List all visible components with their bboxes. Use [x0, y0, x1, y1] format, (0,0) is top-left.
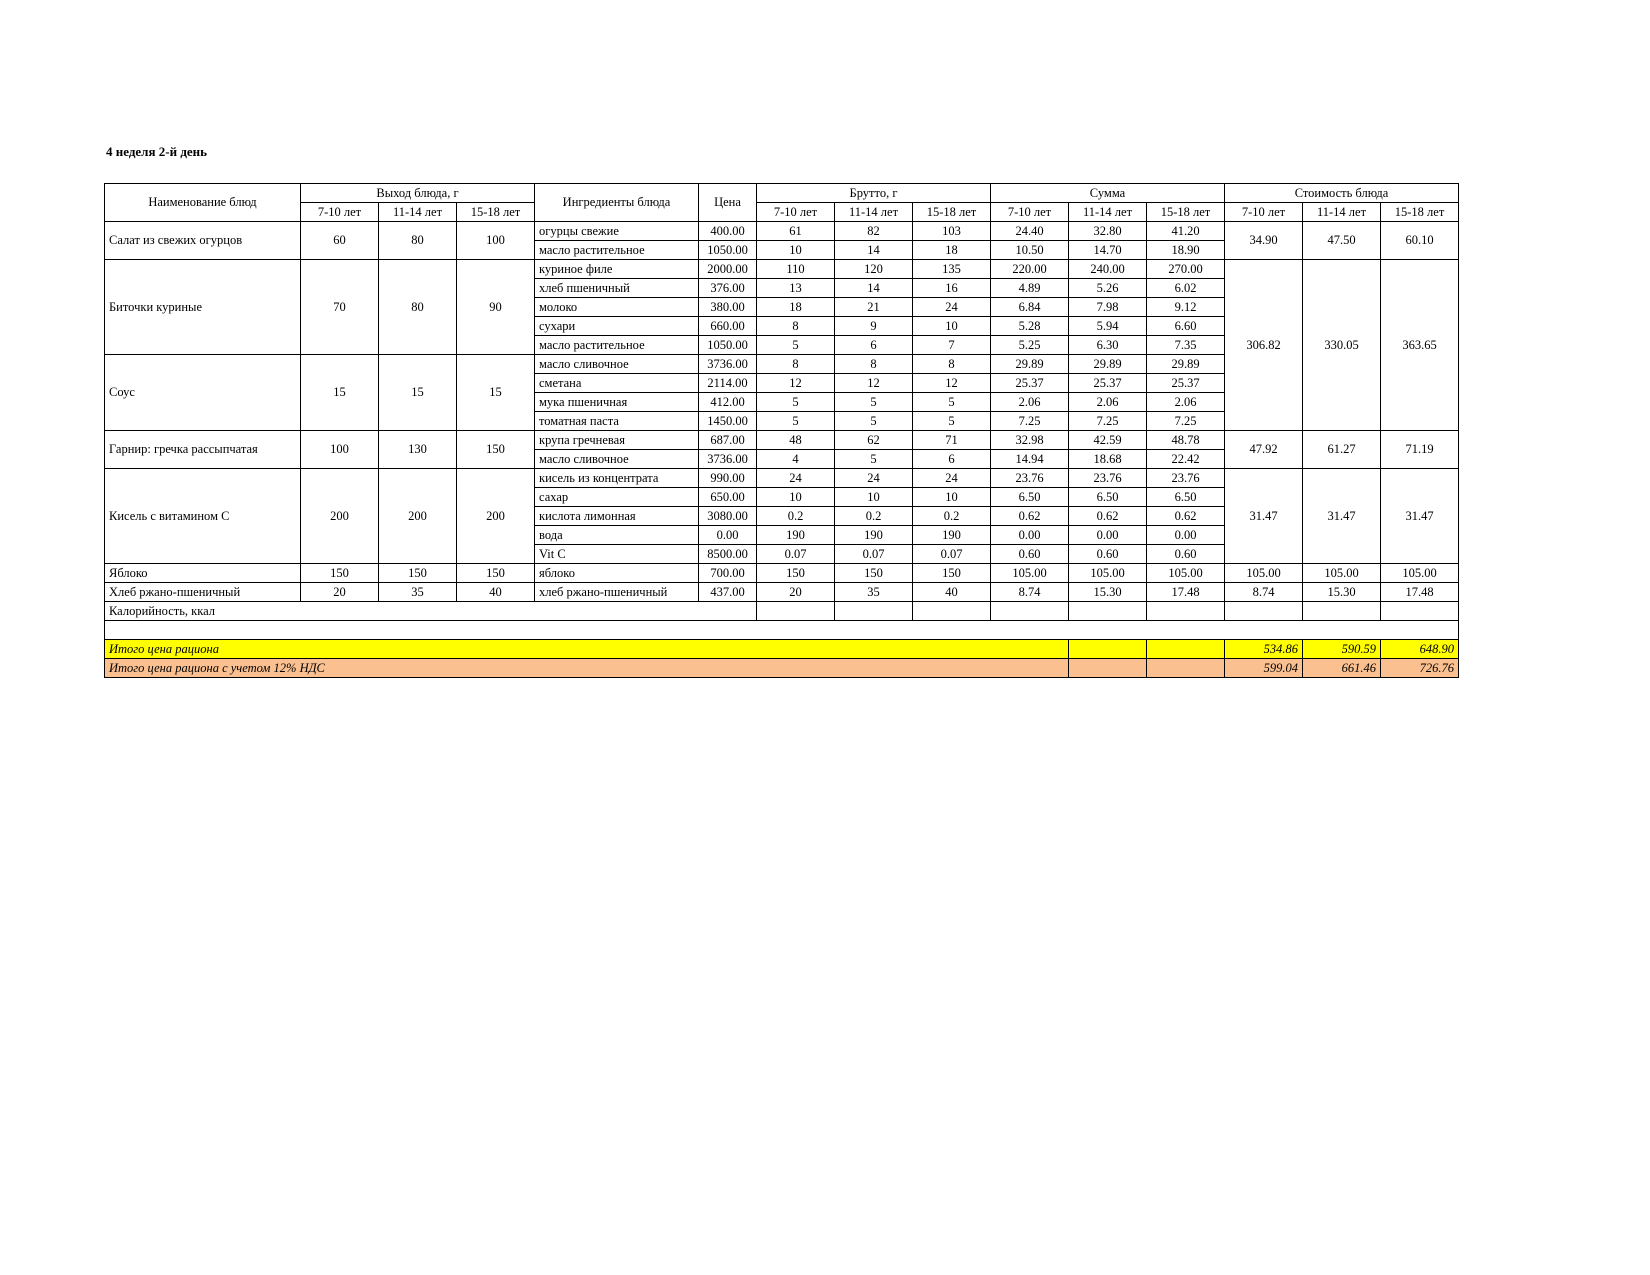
dish-name: Гарнир: гречка рассыпчатая [105, 431, 301, 469]
dish-cost-1: 61.27 [1303, 431, 1381, 469]
table-row-spacer [105, 621, 1459, 640]
dish-cost-1: 15.30 [1303, 583, 1381, 602]
ingredient-sum-1: 14.70 [1069, 241, 1147, 260]
ingredient-brutto-1: 5 [835, 412, 913, 431]
dish-cost-0: 105.00 [1225, 564, 1303, 583]
ingredient-sum-2: 105.00 [1147, 564, 1225, 583]
ingredient-brutto-1: 9 [835, 317, 913, 336]
ingredient-brutto-2: 10 [913, 317, 991, 336]
ingredient-sum-2: 6.50 [1147, 488, 1225, 507]
calories-sum-2 [1147, 602, 1225, 621]
menu-table [104, 183, 1459, 678]
table-row [105, 431, 1459, 450]
ingredient-name: куриное филе [535, 260, 699, 279]
ingredient-brutto-2: 150 [913, 564, 991, 583]
dish-name: Биточки куриные [105, 260, 301, 355]
ingredient-price: 380.00 [699, 298, 757, 317]
dish-cost-0: 306.82 [1225, 260, 1303, 431]
ingredient-brutto-2: 103 [913, 222, 991, 241]
table-head [105, 184, 1459, 222]
ingredient-brutto-0: 10 [757, 488, 835, 507]
ingredient-brutto-2: 16 [913, 279, 991, 298]
ingredient-sum-1: 2.06 [1069, 393, 1147, 412]
ingredient-sum-0: 2.06 [991, 393, 1069, 412]
ingredient-brutto-1: 5 [835, 393, 913, 412]
ingredient-sum-1: 7.25 [1069, 412, 1147, 431]
total-ration-0: 534.86 [1225, 640, 1303, 659]
dish-out-1: 200 [379, 469, 457, 564]
ingredient-brutto-1: 82 [835, 222, 913, 241]
ingredient-price: 400.00 [699, 222, 757, 241]
dish-cost-1: 47.50 [1303, 222, 1381, 260]
dish-out-0: 15 [301, 355, 379, 431]
page-title: 4 неделя 2-й день [106, 144, 208, 159]
ingredient-name: молоко [535, 298, 699, 317]
ingredient-brutto-1: 12 [835, 374, 913, 393]
ingredient-brutto-0: 5 [757, 412, 835, 431]
ingredient-brutto-0: 190 [757, 526, 835, 545]
dish-out-2: 200 [457, 469, 535, 564]
ingredient-brutto-0: 12 [757, 374, 835, 393]
ingredient-brutto-2: 8 [913, 355, 991, 374]
dish-out-2: 150 [457, 431, 535, 469]
ingredient-sum-2: 29.89 [1147, 355, 1225, 374]
ingredient-name: масло растительное [535, 336, 699, 355]
header-age-brutto-2: 15-18 лет [913, 203, 991, 222]
dish-out-2: 90 [457, 260, 535, 355]
ingredient-price: 3736.00 [699, 355, 757, 374]
dish-cost-0: 47.92 [1225, 431, 1303, 469]
ingredient-sum-0: 0.00 [991, 526, 1069, 545]
table-body [105, 222, 1459, 678]
ingredient-price: 0.00 [699, 526, 757, 545]
ingredient-sum-2: 22.42 [1147, 450, 1225, 469]
dish-out-1: 15 [379, 355, 457, 431]
ingredient-brutto-2: 6 [913, 450, 991, 469]
ingredient-sum-2: 17.48 [1147, 583, 1225, 602]
dish-out-1: 80 [379, 222, 457, 260]
ingredient-brutto-1: 21 [835, 298, 913, 317]
ingredient-brutto-0: 24 [757, 469, 835, 488]
header-age-sum-2: 15-18 лет [1147, 203, 1225, 222]
ingredient-sum-2: 25.37 [1147, 374, 1225, 393]
ingredient-sum-0: 14.94 [991, 450, 1069, 469]
ingredient-price: 687.00 [699, 431, 757, 450]
ingredient-brutto-0: 8 [757, 317, 835, 336]
ingredient-brutto-0: 13 [757, 279, 835, 298]
ingredient-brutto-1: 120 [835, 260, 913, 279]
dish-cost-1: 31.47 [1303, 469, 1381, 564]
dish-out-0: 20 [301, 583, 379, 602]
dish-cost-2: 363.65 [1381, 260, 1459, 431]
calories-cost-0 [1225, 602, 1303, 621]
header-age-sum-1: 11-14 лет [1069, 203, 1147, 222]
table-row-total-vat [105, 659, 1459, 678]
ingredient-sum-2: 0.00 [1147, 526, 1225, 545]
ingredient-name: хлеб пшеничный [535, 279, 699, 298]
ingredient-brutto-0: 110 [757, 260, 835, 279]
ingredient-sum-1: 0.62 [1069, 507, 1147, 526]
ingredient-sum-1: 0.60 [1069, 545, 1147, 564]
header-sum-group: Сумма [991, 184, 1225, 203]
table-row [105, 260, 1459, 279]
ingredient-sum-0: 5.25 [991, 336, 1069, 355]
calories-brutto-1 [835, 602, 913, 621]
ingredient-brutto-0: 5 [757, 393, 835, 412]
ingredient-brutto-0: 0.07 [757, 545, 835, 564]
dish-out-2: 100 [457, 222, 535, 260]
ingredient-brutto-2: 5 [913, 412, 991, 431]
dish-out-0: 60 [301, 222, 379, 260]
ingredient-price: 990.00 [699, 469, 757, 488]
ingredient-name: мука пшеничная [535, 393, 699, 412]
ingredient-brutto-1: 14 [835, 241, 913, 260]
header-dish-name: Наименование блюд [105, 184, 301, 222]
ingredient-sum-0: 29.89 [991, 355, 1069, 374]
ingredient-brutto-2: 0.07 [913, 545, 991, 564]
ingredient-sum-0: 24.40 [991, 222, 1069, 241]
ingredient-sum-0: 4.89 [991, 279, 1069, 298]
ingredient-brutto-0: 4 [757, 450, 835, 469]
ingredient-price: 3736.00 [699, 450, 757, 469]
header-age-sum-0: 7-10 лет [991, 203, 1069, 222]
ingredient-brutto-2: 12 [913, 374, 991, 393]
header-age-cost-2: 15-18 лет [1381, 203, 1459, 222]
ingredient-sum-1: 6.30 [1069, 336, 1147, 355]
ingredient-brutto-2: 190 [913, 526, 991, 545]
dish-name: Яблоко [105, 564, 301, 583]
ingredient-name: масло сливочное [535, 450, 699, 469]
ingredient-sum-1: 32.80 [1069, 222, 1147, 241]
ingredient-brutto-1: 5 [835, 450, 913, 469]
ingredient-price: 700.00 [699, 564, 757, 583]
ingredient-sum-2: 0.62 [1147, 507, 1225, 526]
dish-cost-0: 8.74 [1225, 583, 1303, 602]
ingredient-sum-0: 0.62 [991, 507, 1069, 526]
dish-out-1: 80 [379, 260, 457, 355]
ingredient-sum-1: 29.89 [1069, 355, 1147, 374]
calories-brutto-2 [913, 602, 991, 621]
ingredient-brutto-0: 8 [757, 355, 835, 374]
ingredient-brutto-0: 61 [757, 222, 835, 241]
ingredient-sum-2: 18.90 [1147, 241, 1225, 260]
ingredient-sum-0: 32.98 [991, 431, 1069, 450]
total-vat-blank-2 [1147, 659, 1225, 678]
ingredient-name: огурцы свежие [535, 222, 699, 241]
ingredient-brutto-1: 190 [835, 526, 913, 545]
ingredient-sum-0: 105.00 [991, 564, 1069, 583]
ingredient-brutto-2: 40 [913, 583, 991, 602]
ingredient-brutto-0: 10 [757, 241, 835, 260]
ingredient-sum-0: 23.76 [991, 469, 1069, 488]
calories-cost-1 [1303, 602, 1381, 621]
dish-out-2: 150 [457, 564, 535, 583]
ingredient-sum-2: 7.35 [1147, 336, 1225, 355]
ingredient-sum-2: 23.76 [1147, 469, 1225, 488]
dish-name: Соус [105, 355, 301, 431]
ingredient-name: хлеб ржано-пшеничный [535, 583, 699, 602]
ingredient-sum-2: 0.60 [1147, 545, 1225, 564]
total-vat-2: 726.76 [1381, 659, 1459, 678]
dish-name: Хлеб ржано-пшеничный [105, 583, 301, 602]
ingredient-brutto-0: 48 [757, 431, 835, 450]
header-age-cost-1: 11-14 лет [1303, 203, 1381, 222]
header-age-out-1: 11-14 лет [379, 203, 457, 222]
ingredient-sum-2: 6.60 [1147, 317, 1225, 336]
table-row [105, 564, 1459, 583]
header-cost-group: Стоимость блюда [1225, 184, 1459, 203]
ingredient-sum-1: 7.98 [1069, 298, 1147, 317]
table-row [105, 469, 1459, 488]
ingredient-brutto-1: 6 [835, 336, 913, 355]
ingredient-sum-1: 18.68 [1069, 450, 1147, 469]
total-ration-blank-1 [1069, 640, 1147, 659]
ingredient-name: кисель из концентрата [535, 469, 699, 488]
dish-out-1: 150 [379, 564, 457, 583]
ingredient-brutto-0: 150 [757, 564, 835, 583]
dish-name: Кисель с витамином С [105, 469, 301, 564]
ingredient-name: сахар [535, 488, 699, 507]
ingredient-price: 412.00 [699, 393, 757, 412]
ingredient-brutto-0: 0.2 [757, 507, 835, 526]
header-age-brutto-1: 11-14 лет [835, 203, 913, 222]
table-row-calories [105, 602, 1459, 621]
ingredient-sum-1: 25.37 [1069, 374, 1147, 393]
ingredient-name: яблоко [535, 564, 699, 583]
ingredient-brutto-2: 7 [913, 336, 991, 355]
dish-out-1: 130 [379, 431, 457, 469]
ingredient-name: томатная паста [535, 412, 699, 431]
calories-cost-2 [1381, 602, 1459, 621]
total-ration-label: Итого цена рациона [105, 640, 1069, 659]
calories-label: Калорийность, ккал [105, 602, 757, 621]
ingredient-brutto-0: 18 [757, 298, 835, 317]
ingredient-sum-0: 0.60 [991, 545, 1069, 564]
ingredient-sum-1: 23.76 [1069, 469, 1147, 488]
dish-out-0: 100 [301, 431, 379, 469]
ingredient-name: крупа гречневая [535, 431, 699, 450]
ingredient-sum-1: 15.30 [1069, 583, 1147, 602]
dish-cost-2: 71.19 [1381, 431, 1459, 469]
ingredient-brutto-2: 71 [913, 431, 991, 450]
ingredient-name: масло сливочное [535, 355, 699, 374]
ingredient-brutto-1: 8 [835, 355, 913, 374]
ingredient-brutto-1: 150 [835, 564, 913, 583]
ingredient-name: кислота лимонная [535, 507, 699, 526]
ingredient-name: сухари [535, 317, 699, 336]
dish-out-0: 70 [301, 260, 379, 355]
ingredient-brutto-1: 0.2 [835, 507, 913, 526]
ingredient-brutto-2: 10 [913, 488, 991, 507]
dish-cost-2: 105.00 [1381, 564, 1459, 583]
dish-name: Салат из свежих огурцов [105, 222, 301, 260]
ingredient-price: 1050.00 [699, 336, 757, 355]
ingredient-sum-1: 240.00 [1069, 260, 1147, 279]
ingredient-brutto-0: 5 [757, 336, 835, 355]
dish-out-0: 150 [301, 564, 379, 583]
total-vat-blank-1 [1069, 659, 1147, 678]
ingredient-sum-0: 25.37 [991, 374, 1069, 393]
table-row-total-ration [105, 640, 1459, 659]
ingredient-sum-0: 8.74 [991, 583, 1069, 602]
ingredient-price: 660.00 [699, 317, 757, 336]
header-age-out-0: 7-10 лет [301, 203, 379, 222]
table-row [105, 222, 1459, 241]
ingredient-sum-1: 5.26 [1069, 279, 1147, 298]
ingredient-brutto-1: 62 [835, 431, 913, 450]
ingredient-name: масло растительное [535, 241, 699, 260]
dish-cost-1: 105.00 [1303, 564, 1381, 583]
ingredient-brutto-1: 10 [835, 488, 913, 507]
ingredient-name: сметана [535, 374, 699, 393]
dish-cost-0: 31.47 [1225, 469, 1303, 564]
header-age-out-2: 15-18 лет [457, 203, 535, 222]
dish-cost-2: 31.47 [1381, 469, 1459, 564]
ingredient-sum-0: 7.25 [991, 412, 1069, 431]
ingredient-name: вода [535, 526, 699, 545]
ingredient-sum-1: 42.59 [1069, 431, 1147, 450]
total-ration-1: 590.59 [1303, 640, 1381, 659]
table-row [105, 583, 1459, 602]
ingredient-brutto-2: 0.2 [913, 507, 991, 526]
ingredient-sum-2: 6.02 [1147, 279, 1225, 298]
header-out-group: Выход блюда, г [301, 184, 535, 203]
calories-brutto-0 [757, 602, 835, 621]
dish-out-1: 35 [379, 583, 457, 602]
header-price: Цена [699, 184, 757, 222]
header-age-cost-0: 7-10 лет [1225, 203, 1303, 222]
ingredient-price: 1050.00 [699, 241, 757, 260]
ingredient-sum-2: 2.06 [1147, 393, 1225, 412]
ingredient-sum-1: 6.50 [1069, 488, 1147, 507]
ingredient-price: 8500.00 [699, 545, 757, 564]
total-ration-2: 648.90 [1381, 640, 1459, 659]
ingredient-brutto-0: 20 [757, 583, 835, 602]
dish-cost-1: 330.05 [1303, 260, 1381, 431]
total-vat-1: 661.46 [1303, 659, 1381, 678]
spacer-cell [105, 621, 1459, 640]
header-ingredients: Ингредиенты блюда [535, 184, 699, 222]
ingredient-brutto-2: 18 [913, 241, 991, 260]
ingredient-sum-2: 9.12 [1147, 298, 1225, 317]
ingredient-brutto-2: 24 [913, 469, 991, 488]
total-ration-blank-2 [1147, 640, 1225, 659]
ingredient-price: 376.00 [699, 279, 757, 298]
ingredient-price: 650.00 [699, 488, 757, 507]
ingredient-sum-2: 41.20 [1147, 222, 1225, 241]
ingredient-sum-1: 105.00 [1069, 564, 1147, 583]
ingredient-sum-2: 7.25 [1147, 412, 1225, 431]
ingredient-brutto-1: 24 [835, 469, 913, 488]
ingredient-sum-0: 6.50 [991, 488, 1069, 507]
ingredient-sum-2: 48.78 [1147, 431, 1225, 450]
dish-cost-2: 17.48 [1381, 583, 1459, 602]
ingredient-sum-2: 270.00 [1147, 260, 1225, 279]
ingredient-name: Vit C [535, 545, 699, 564]
calories-sum-0 [991, 602, 1069, 621]
dish-out-2: 15 [457, 355, 535, 431]
ingredient-price: 2000.00 [699, 260, 757, 279]
ingredient-price: 2114.00 [699, 374, 757, 393]
header-brutto-group: Брутто, г [757, 184, 991, 203]
menu-table-container [104, 183, 1455, 678]
calories-sum-1 [1069, 602, 1147, 621]
ingredient-brutto-2: 5 [913, 393, 991, 412]
dish-cost-2: 60.10 [1381, 222, 1459, 260]
dish-out-0: 200 [301, 469, 379, 564]
ingredient-brutto-2: 24 [913, 298, 991, 317]
ingredient-sum-0: 220.00 [991, 260, 1069, 279]
ingredient-price: 437.00 [699, 583, 757, 602]
ingredient-sum-0: 10.50 [991, 241, 1069, 260]
ingredient-brutto-1: 0.07 [835, 545, 913, 564]
ingredient-sum-1: 0.00 [1069, 526, 1147, 545]
total-vat-label: Итого цена рациона с учетом 12% НДС [105, 659, 1069, 678]
total-vat-0: 599.04 [1225, 659, 1303, 678]
ingredient-price: 3080.00 [699, 507, 757, 526]
ingredient-brutto-2: 135 [913, 260, 991, 279]
ingredient-price: 1450.00 [699, 412, 757, 431]
ingredient-brutto-1: 35 [835, 583, 913, 602]
dish-cost-0: 34.90 [1225, 222, 1303, 260]
ingredient-sum-0: 6.84 [991, 298, 1069, 317]
header-age-brutto-0: 7-10 лет [757, 203, 835, 222]
ingredient-sum-0: 5.28 [991, 317, 1069, 336]
ingredient-sum-1: 5.94 [1069, 317, 1147, 336]
dish-out-2: 40 [457, 583, 535, 602]
ingredient-brutto-1: 14 [835, 279, 913, 298]
